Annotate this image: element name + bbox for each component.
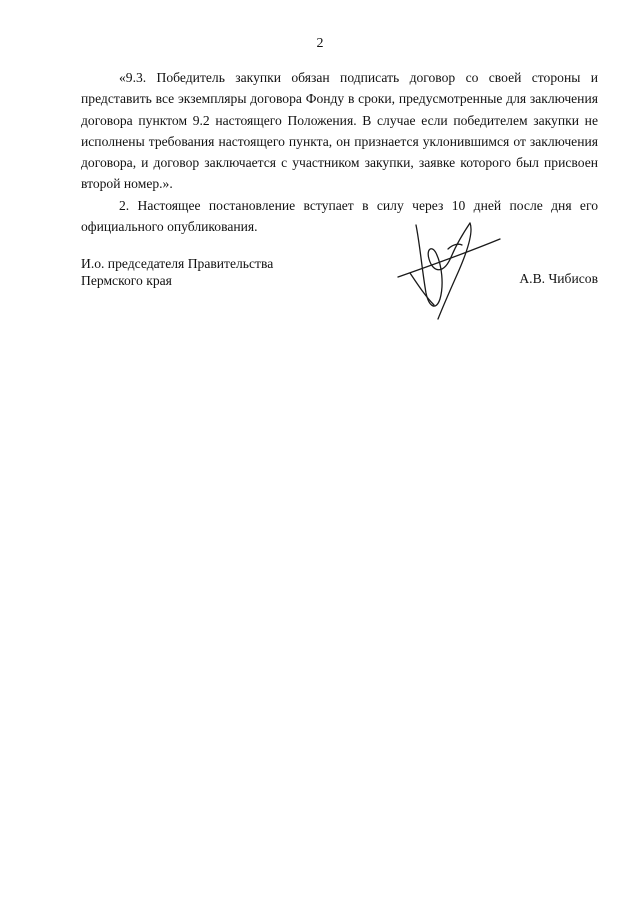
signature-block [81,255,598,325]
page-number: 2 [316,36,324,51]
signer-name: А.В. Чибисов [519,271,598,286]
paragraph-clause-9-3: «9.3. Победитель закупки обязан подписать договор со своей стороны и представить все экземпляры договора Фонду в сроки, предусмотренные для заключения договора пунктом 9.2 настоящего Положения. В случае если победителем закупки не исполнены требования настоящего пункта, он признается уклонившимся от заключения договора, и договор заключается с участником закупки, заявке которого был присвоен второй номер.». [81,70,598,192]
handwritten-signature-icon [396,215,506,325]
signer-title [81,255,273,289]
signer-title-line-1: И.о. председателя Правительства [81,256,274,271]
paragraph-effective-date: 2. Настоящее постановление вступает в силу через 10 дней после дня его официального опубликования. [81,197,598,235]
document-body [81,67,598,237]
signer-title-line-2: Пермского края [81,273,172,288]
